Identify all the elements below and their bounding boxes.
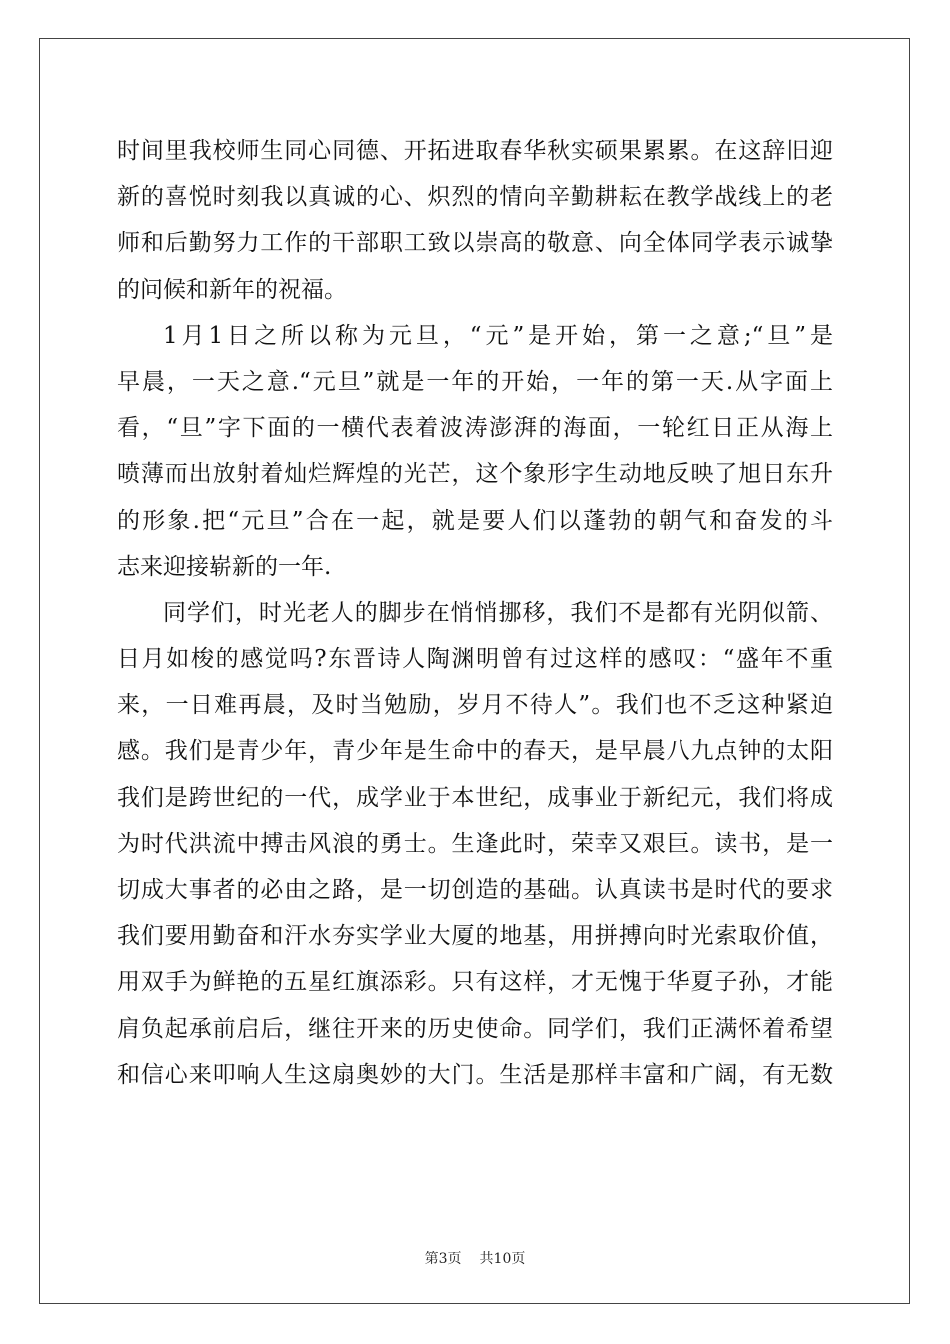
document-body [117, 128, 833, 1098]
text-line: 的形象.把“元旦”合在一起，就是要人们以蓬勃的朝气和奋发的斗 [117, 507, 833, 534]
text-line: 早晨，一天之意.“元旦”就是一年的开始，一年的第一天.从字面上 [117, 368, 833, 395]
text-line: 看，“旦”字下面的一横代表着波涛澎湃的海面，一轮红日正从海上 [117, 415, 833, 442]
text-line: 用双手为鲜艳的五星红旗添彩。只有这样，才无愧于华夏子孙，才能 [117, 969, 833, 996]
page-footer [0, 1248, 950, 1268]
text-line: 师和后勤努力工作的干部职工致以崇高的敬意、向全体同学表示诚挚 [117, 230, 833, 257]
text-line: 来，一日难再晨，及时当勉励，岁月不待人”。我们也不乏这种紧迫 [117, 692, 833, 719]
text-line: 切成大事者的必由之路，是一切创造的基础。认真读书是时代的要求 [117, 877, 833, 903]
text-line: 的问候和新年的祝福。 [117, 276, 347, 303]
page-number: 第3页 [424, 1251, 462, 1267]
text-line: 喷薄而出放射着灿烂辉煌的光芒，这个象形字生动地反映了旭日东升 [117, 461, 833, 488]
text-line: 和信心来叩响人生这扇奥妙的大门。生活是那样丰富和广阔，有无数 [117, 1061, 833, 1088]
text-line: 为时代洪流中搏击风浪的勇士。生逢此时，荣幸又艰巨。读书，是一 [117, 830, 833, 857]
text-line: 时间里我校师生同心同德、开拓进取春华秋实硕果累累。在这辞旧迎 [117, 138, 833, 164]
page-total: 共10页 [479, 1251, 526, 1267]
text-line: 肩负起承前启后，继往开来的历史使命。同学们，我们正满怀着希望 [117, 1015, 833, 1042]
text-line: 1月1日之所以称为元旦，“元”是开始，第一之意;“旦”是 [163, 322, 833, 349]
text-line: 我们是跨世纪的一代，成学业于本世纪，成事业于新纪元，我们将成 [117, 784, 833, 811]
text-line: 感。我们是青少年，青少年是生命中的春天，是早晨八九点钟的太阳 [117, 738, 833, 765]
text-line: 志来迎接崭新的一年. [117, 553, 332, 580]
text-line: 我们要用勤奋和汗水夯实学业大厦的地基，用拼搏向时光索取价值， [117, 923, 833, 950]
text-line: 新的喜悦时刻我以真诚的心、炽烈的情向辛勤耕耘在教学战线上的老 [117, 184, 833, 211]
text-line: 日月如梭的感觉吗?东晋诗人陶渊明曾有过这样的感叹：“盛年不重 [117, 646, 833, 673]
text-line: 同学们，时光老人的脚步在悄悄挪移，我们不是都有光阴似箭、 [163, 599, 833, 626]
